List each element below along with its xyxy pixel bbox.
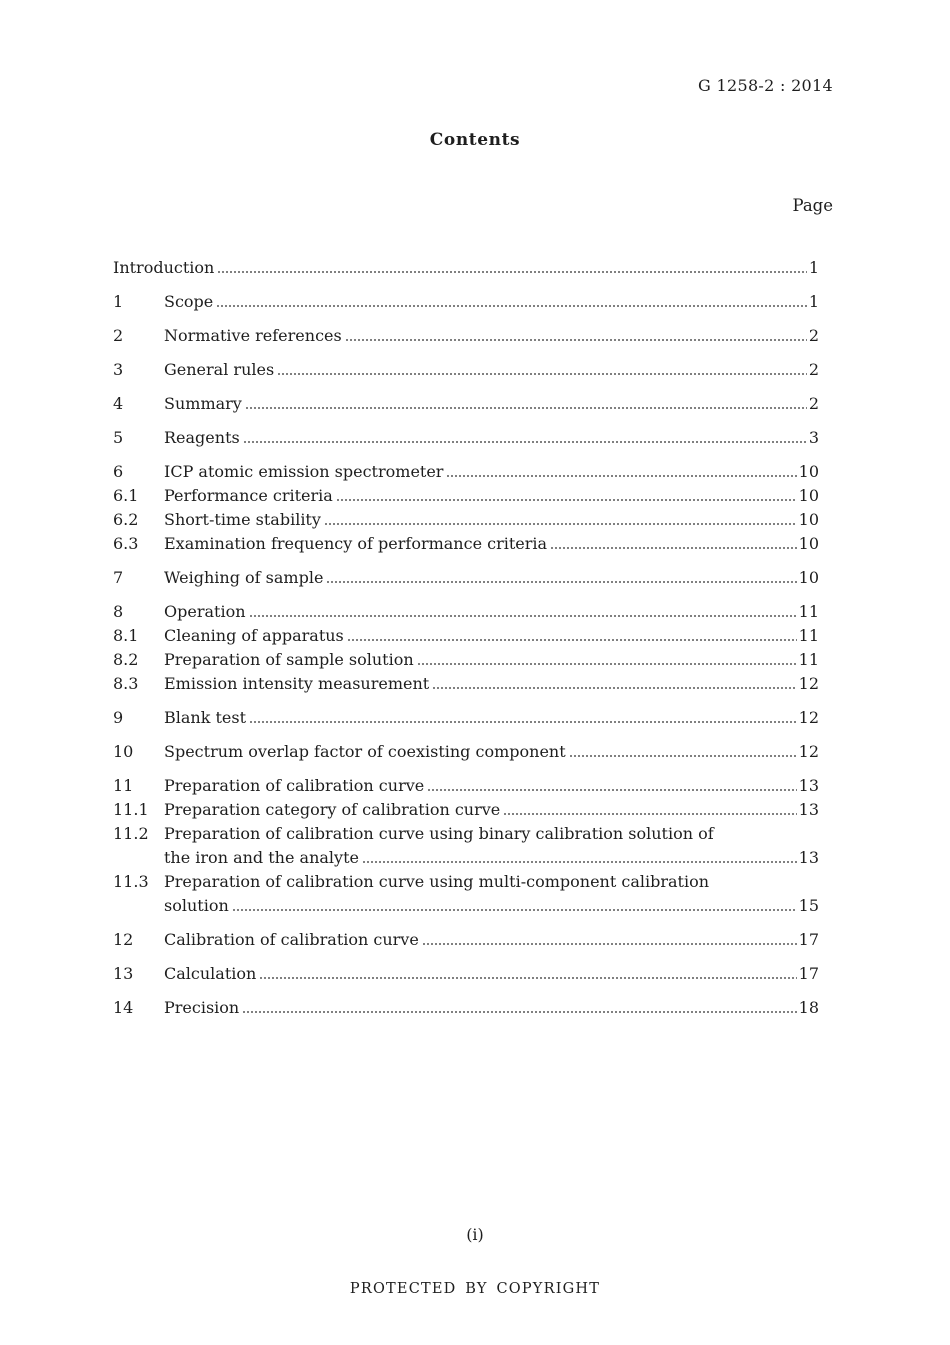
toc-entry-page: 10 xyxy=(798,462,819,481)
toc-entry-page: 17 xyxy=(798,930,819,949)
toc-entry-number: 6.2 xyxy=(113,510,139,529)
toc-entry-page: 10 xyxy=(798,510,819,529)
contents-heading: Contents xyxy=(429,130,521,150)
dot-leader xyxy=(249,615,797,617)
toc-entry-title: Preparation of calibration curve xyxy=(164,776,425,795)
toc-entry-title: ICP atomic emission spectrometer xyxy=(164,462,444,481)
toc-entry-title: Performance criteria xyxy=(164,486,333,505)
toc-entry-title: Preparation of calibration curve using binary calibration solution of xyxy=(164,824,714,843)
dot-leader xyxy=(216,305,807,307)
dot-leader xyxy=(243,441,807,443)
dot-leader xyxy=(432,687,796,689)
toc-entry-number: 11.2 xyxy=(113,824,149,843)
toc-entry-title: Preparation category of calibration curve xyxy=(164,800,501,819)
page-number: (i) xyxy=(466,1225,484,1244)
toc-entry-title: Reagents xyxy=(164,428,240,447)
toc-entry-page: 1 xyxy=(808,292,819,311)
document-identifier: G 1258-2 : 2014 xyxy=(698,76,833,95)
toc-entry-title: Weighing of sample xyxy=(164,568,324,587)
toc-entry-number: 6.3 xyxy=(113,534,139,553)
toc-entry-page: 11 xyxy=(798,626,819,645)
toc-entry-title: Preparation of sample solution xyxy=(164,650,414,669)
toc-entry-page: 12 xyxy=(798,742,819,761)
dot-leader xyxy=(232,909,797,911)
toc-entry-number: 2 xyxy=(113,326,124,345)
toc-entry-number: 6.1 xyxy=(113,486,139,505)
dot-leader xyxy=(427,789,796,791)
toc-entry-number: 10 xyxy=(113,742,134,761)
toc-entry-title: Examination frequency of performance criteria xyxy=(164,534,548,553)
toc-entry-page: 13 xyxy=(798,848,819,867)
toc-entry-title: Calibration of calibration curve xyxy=(164,930,419,949)
table-of-contents xyxy=(113,256,819,1020)
dot-leader xyxy=(245,407,807,409)
toc-entry-number: 5 xyxy=(113,428,124,447)
toc-entry-page: 11 xyxy=(798,650,819,669)
toc-entry-number: 13 xyxy=(113,964,134,983)
toc-entry[interactable] xyxy=(113,392,819,416)
toc-entry[interactable] xyxy=(113,672,819,696)
toc-entry[interactable] xyxy=(113,624,819,648)
dot-leader xyxy=(336,499,797,501)
toc-entry-page: 12 xyxy=(798,708,819,727)
dot-leader xyxy=(345,339,807,341)
copyright-notice: PROTECTED BY COPYRIGHT xyxy=(349,1281,601,1297)
toc-entry-continuation[interactable] xyxy=(113,894,819,918)
toc-entry[interactable] xyxy=(113,460,819,484)
toc-entry-title: Emission intensity measurement xyxy=(164,674,430,693)
toc-entry[interactable] xyxy=(113,928,819,952)
dot-leader xyxy=(362,861,797,863)
toc-entry-number: 11.3 xyxy=(113,872,149,891)
toc-entry-number: 4 xyxy=(113,394,124,413)
toc-entry[interactable] xyxy=(113,798,819,822)
toc-entry-title: Blank test xyxy=(164,708,247,727)
toc-entry-title: Preparation of calibration curve using multi-component calibration xyxy=(164,872,709,891)
toc-entry-page: 2 xyxy=(808,326,819,345)
toc-entry[interactable] xyxy=(113,774,819,798)
toc-entry-page: 12 xyxy=(798,674,819,693)
toc-entry[interactable] xyxy=(113,532,819,556)
toc-entry-number: 8.2 xyxy=(113,650,139,669)
toc-entry-title-continued: solution xyxy=(164,896,229,915)
toc-entry-title-continued: the iron and the analyte xyxy=(164,848,359,867)
toc-entry[interactable] xyxy=(113,996,819,1020)
toc-entry[interactable] xyxy=(113,484,819,508)
toc-entry-title: Precision xyxy=(164,998,240,1017)
toc-entry-number: 11.1 xyxy=(113,800,149,819)
dot-leader xyxy=(326,581,796,583)
toc-entry[interactable] xyxy=(113,600,819,624)
dot-leader xyxy=(569,755,797,757)
toc-entry-continuation[interactable] xyxy=(113,846,819,870)
toc-entry[interactable] xyxy=(113,706,819,730)
toc-entry-page: 13 xyxy=(798,800,819,819)
dot-leader xyxy=(422,943,797,945)
toc-entry-title: Short-time stability xyxy=(164,510,321,529)
toc-entry-number: 6 xyxy=(113,462,124,481)
dot-leader xyxy=(550,547,797,549)
dot-leader xyxy=(503,813,796,815)
toc-entry-number: 9 xyxy=(113,708,124,727)
toc-entry-page: 13 xyxy=(798,776,819,795)
toc-entry-page: 10 xyxy=(798,534,819,553)
toc-entry-number: 8.3 xyxy=(113,674,139,693)
toc-entry-title: Normative references xyxy=(164,326,342,345)
toc-entry-title: Introduction xyxy=(113,258,215,277)
dot-leader xyxy=(259,977,796,979)
toc-entry-number: 7 xyxy=(113,568,124,587)
dot-leader xyxy=(417,663,797,665)
page-column-label: Page xyxy=(792,196,833,215)
dot-leader xyxy=(446,475,796,477)
toc-entry-number: 14 xyxy=(113,998,134,1017)
toc-entry[interactable] xyxy=(113,324,819,348)
toc-entry-page: 3 xyxy=(808,428,819,447)
toc-entry[interactable] xyxy=(113,870,819,894)
toc-entry-title: Summary xyxy=(164,394,242,413)
toc-entry-title: Calculation xyxy=(164,964,257,983)
toc-entry-number: 8.1 xyxy=(113,626,139,645)
toc-entry-page: 10 xyxy=(798,486,819,505)
toc-entry-page: 11 xyxy=(798,602,819,621)
toc-entry-number: 8 xyxy=(113,602,124,621)
toc-entry[interactable] xyxy=(113,358,819,382)
toc-entry-number: 3 xyxy=(113,360,124,379)
toc-entry-number: 1 xyxy=(113,292,124,311)
toc-entry-page: 18 xyxy=(798,998,819,1017)
toc-entry[interactable] xyxy=(113,648,819,672)
dot-leader xyxy=(249,721,797,723)
toc-entry-title: Cleaning of apparatus xyxy=(164,626,344,645)
toc-entry-page: 15 xyxy=(798,896,819,915)
toc-entry[interactable] xyxy=(113,962,819,986)
toc-entry-page: 1 xyxy=(808,258,819,277)
toc-entry-title: Scope xyxy=(164,292,214,311)
dot-leader xyxy=(242,1011,796,1013)
toc-entry[interactable] xyxy=(113,566,819,590)
toc-entry[interactable] xyxy=(113,508,819,532)
toc-entry[interactable] xyxy=(113,290,819,314)
dot-leader xyxy=(347,639,797,641)
toc-entry-page: 2 xyxy=(808,394,819,413)
dot-leader xyxy=(277,373,807,375)
toc-entry[interactable] xyxy=(113,822,819,846)
toc-entry[interactable] xyxy=(113,740,819,764)
dot-leader xyxy=(324,523,797,525)
toc-entry-number: 12 xyxy=(113,930,134,949)
toc-entry-introduction[interactable] xyxy=(113,256,819,280)
toc-entry-number: 11 xyxy=(113,776,134,795)
toc-entry-title: Operation xyxy=(164,602,246,621)
dot-leader xyxy=(217,271,806,273)
toc-entry-title: General rules xyxy=(164,360,275,379)
toc-entry-page: 10 xyxy=(798,568,819,587)
toc-entry-page: 2 xyxy=(808,360,819,379)
toc-entry-title: Spectrum overlap factor of coexisting component xyxy=(164,742,566,761)
toc-entry-page: 17 xyxy=(798,964,819,983)
toc-entry[interactable] xyxy=(113,426,819,450)
